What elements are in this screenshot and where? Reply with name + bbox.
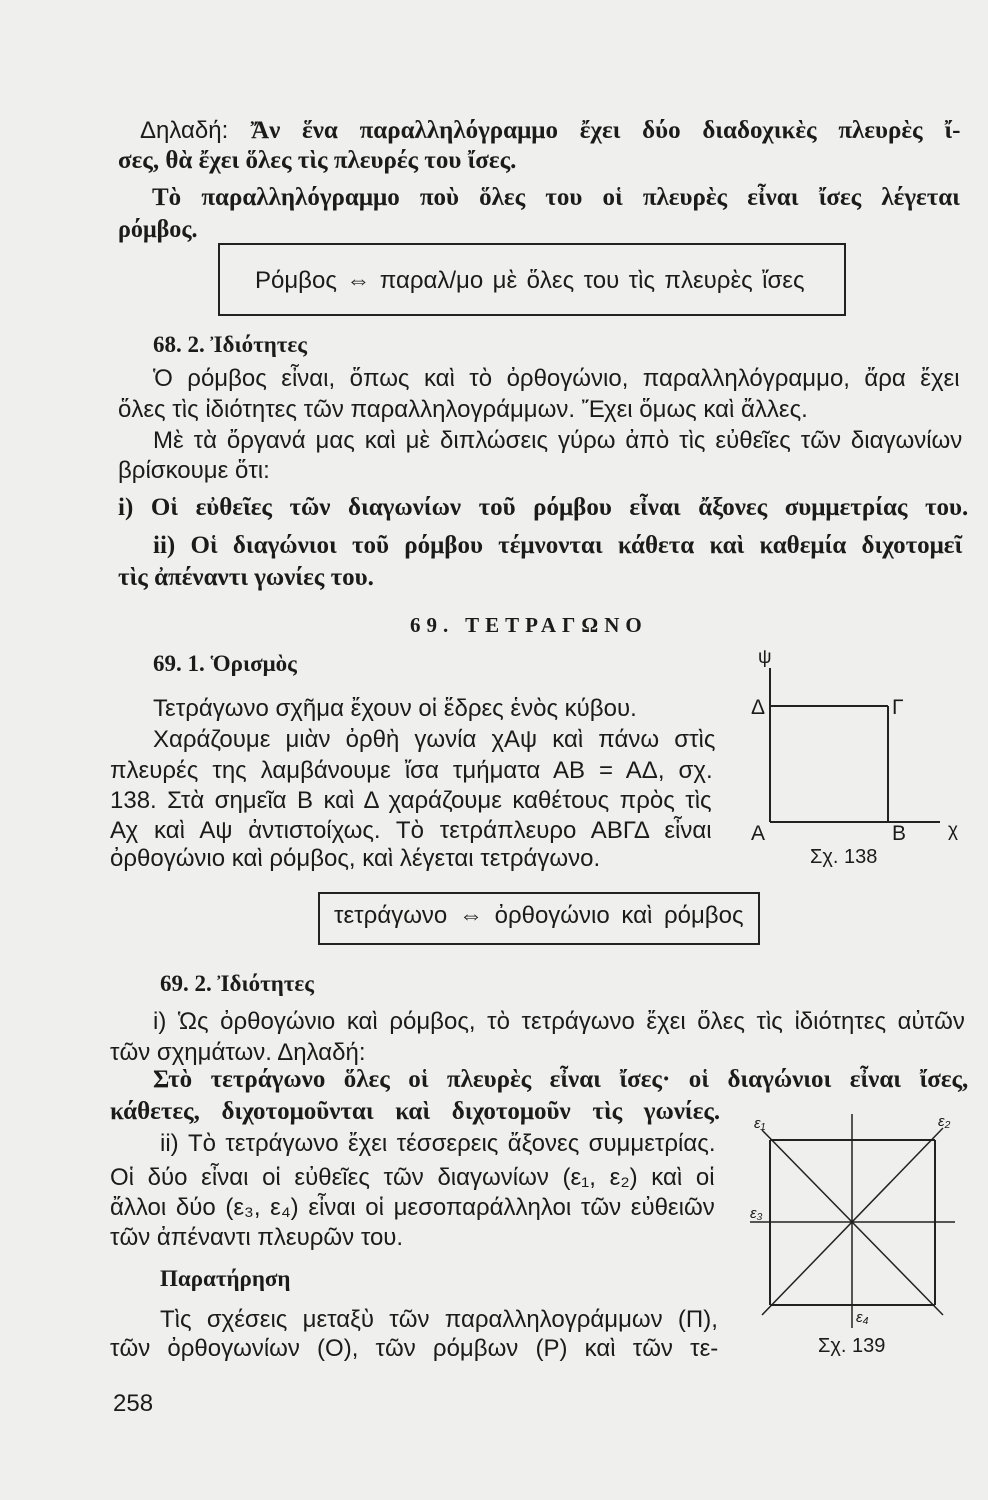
property-text: i) Οἱ εὐθεῖες τῶν διαγωνίων τοῦ ρόμβου εἶναι ἄξονες συμμετρίας του.	[118, 494, 969, 521]
line-text: ii) Τὸ τετράγωνο ἔχει τέσσερεις ἄξονες συμμετρίας.	[160, 1130, 716, 1157]
line-text: Οἱ δύο εἶναι οἱ εὐθεῖες τῶν διαγωνίων (ε₁, ε₂) καὶ οἱ	[110, 1164, 715, 1191]
line-text: 138. Στὰ σημεῖα Β καὶ Δ χαράζουμε καθέτους πρὸς τὶς	[110, 787, 712, 814]
figure-139-square-symmetry-axes	[740, 1100, 970, 1335]
line-text: Μὲ τὰ ὄργανά μας καὶ μὲ διπλώσεις γύρω ἀπὸ τὶς εὐθεῖες τῶν διαγωνίων	[153, 427, 963, 454]
paragraph-line	[110, 844, 635, 874]
property-text: τὶς ἀπέναντι γωνίες του.	[118, 564, 374, 591]
definition-text: Τὸ παραλληλόγραμμο ποὺ ὅλες του οἱ πλευρὲς εἶναι ἴσες λέγεται	[152, 184, 960, 211]
paragraph-line	[153, 1007, 965, 1037]
property-line	[110, 1097, 720, 1127]
property-line	[118, 493, 968, 523]
line-text: ἄλλοι δύο (ε₃, ε₄) εἶναι οἱ μεσοπαράλληλοι τῶν εὐθειῶν	[110, 1194, 715, 1221]
paragraph-line	[118, 456, 278, 486]
label-chi: χ	[948, 820, 958, 841]
remark-heading	[160, 1264, 310, 1294]
label-gamma: Γ	[892, 696, 904, 719]
label-psi: ψ	[758, 647, 772, 668]
rhombus-boxed-rule	[255, 266, 805, 296]
paragraph-line	[153, 725, 715, 755]
page-number-text: 258	[113, 1390, 154, 1417]
line-text: τῶν ὀρθογωνίων (Ο), τῶν ρόμβων (Ρ) καὶ τῶν τε-	[110, 1335, 719, 1362]
heading-text: 69. 2. Ἰδιότητες	[160, 971, 314, 996]
line-text: Ὁ ρόμβος εἶναι, ὅπως καὶ τὸ ὀρθογώνιο, παραλληλόγραμμο, ἄρα ἔχει	[153, 365, 960, 392]
line-text: πλευρές της λαμβάνουμε ἴσα τμήματα ΑΒ = ΑΔ, σχ.	[110, 757, 713, 784]
heading-text: Παρατήρηση	[160, 1266, 291, 1291]
boxed-rule-text: Ρόμβος ⇔ παραλ/μο μὲ ὅλες του τὶς πλευρὲς ἴσες	[255, 267, 805, 294]
paragraph-line	[110, 1334, 718, 1364]
paragraph-line	[160, 1305, 718, 1335]
label-e2: ε₂	[938, 1113, 951, 1130]
property-text: ii) Οἱ διαγώνιοι τοῦ ρόμβου τέμνονται κάθετα καὶ καθεμία διχοτομεῖ	[153, 532, 963, 559]
line-text: Χαράζουμε μιὰν ὀρθὴ γωνία χΑψ καὶ πάνω στὶς	[153, 726, 716, 753]
property-text: κάθετες, διχοτομοῦνται καὶ διχοτομοῦν τὶς γωνίες.	[110, 1098, 721, 1125]
property-line	[118, 563, 413, 593]
rule-text: σες, θὰ ἔχει ὅλες τὶς πλευρές του ἴσες.	[118, 147, 517, 174]
rhombus-definition-line	[118, 215, 198, 245]
figure-caption	[818, 1331, 888, 1361]
paragraph-line	[110, 1223, 405, 1253]
line-text: ὀρθογώνιο καὶ ρόμβος, καὶ λέγεται τετράγωνο.	[110, 845, 601, 872]
heading-text: 69. 1. Ὁρισμὸς	[153, 651, 297, 676]
line-text: i) Ὡς ὀρθογώνιο καὶ ρόμβος, τὸ τετράγωνο ἔχει ὅλες τὶς ἰδιότητες αὐτῶν	[153, 1008, 965, 1035]
figure-caption	[810, 842, 882, 872]
figure-138-square-construction	[740, 640, 980, 850]
square-boxed-rule	[334, 901, 744, 931]
label-alpha: Α	[751, 822, 766, 845]
caption-text: Σχ. 139	[818, 1335, 886, 1357]
paragraph-line	[160, 1129, 715, 1159]
section-heading	[160, 969, 355, 999]
paragraph-line	[110, 1193, 715, 1223]
paragraph-line	[153, 364, 960, 394]
definition-text: ρόμβος.	[118, 216, 198, 243]
rhombus-definition-line	[152, 183, 960, 213]
line-text: βρίσκουμε ὅτι:	[118, 457, 270, 484]
line-text: τῶν σχημάτων. Δηλαδή:	[110, 1039, 366, 1066]
boxed-rule-text: τετράγωνο ⇔ ὀρθογώνιο καὶ ρόμβος	[334, 902, 744, 929]
label-beta: Β	[892, 822, 907, 845]
paragraph-line	[153, 694, 663, 724]
line-text: Αχ καὶ Αψ ἀντιστοίχως. Τὸ τετράπλευρο ΑΒΓΔ εἶναι	[110, 817, 712, 844]
property-line	[153, 531, 962, 561]
label-e1: ε₁	[754, 1115, 766, 1132]
property-line	[153, 1065, 968, 1095]
chapter-heading	[410, 610, 665, 640]
line-text: ὅλες τὶς ἰδιότητες τῶν παραλληλογράμμων. Ἔχει ὅμως καὶ ἄλλες.	[118, 396, 808, 423]
heading-text: 69. ΤΕΤΡΑΓΩΝΟ	[410, 613, 648, 637]
section-heading	[153, 649, 338, 679]
label-delta: Δ	[751, 696, 766, 719]
paragraph-line	[153, 426, 962, 456]
caption-text: Σχ. 138	[810, 846, 878, 868]
label-e4: ε₄	[856, 1309, 869, 1326]
rhombus-rule-line	[140, 116, 960, 146]
paragraph-line	[110, 756, 713, 786]
line-text: τῶν ἀπέναντι πλευρῶν του.	[110, 1224, 404, 1251]
page-number	[113, 1389, 155, 1419]
paragraph-line	[110, 816, 712, 846]
property-text: Στὸ τετράγωνο ὅλες οἱ πλευρὲς εἶναι ἴσες· οἱ διαγώνιοι εἶναι ἴσες,	[153, 1066, 969, 1093]
rule-text: Ἄν ἕνα παραλληλόγραμμο ἔχει δύο διαδοχικὲς πλευρὲς ἴ-	[250, 117, 961, 144]
line-text: Τὶς σχέσεις μεταξὺ τῶν παραλληλογράμμων (Π),	[160, 1306, 718, 1333]
heading-text: 68. 2. Ἰδιότητες	[153, 332, 307, 357]
paragraph-line	[118, 395, 838, 425]
rule-lead: Δηλαδή:	[140, 117, 229, 144]
label-e3: ε₃	[750, 1205, 763, 1222]
paragraph-line	[110, 1163, 715, 1193]
rhombus-rule-line	[118, 146, 578, 176]
paragraph-line	[110, 1038, 395, 1068]
section-heading	[153, 330, 353, 360]
line-text: Τετράγωνο σχῆμα ἔχουν οἱ ἕδρες ἑνὸς κύβου.	[153, 695, 637, 722]
paragraph-line	[110, 786, 712, 816]
